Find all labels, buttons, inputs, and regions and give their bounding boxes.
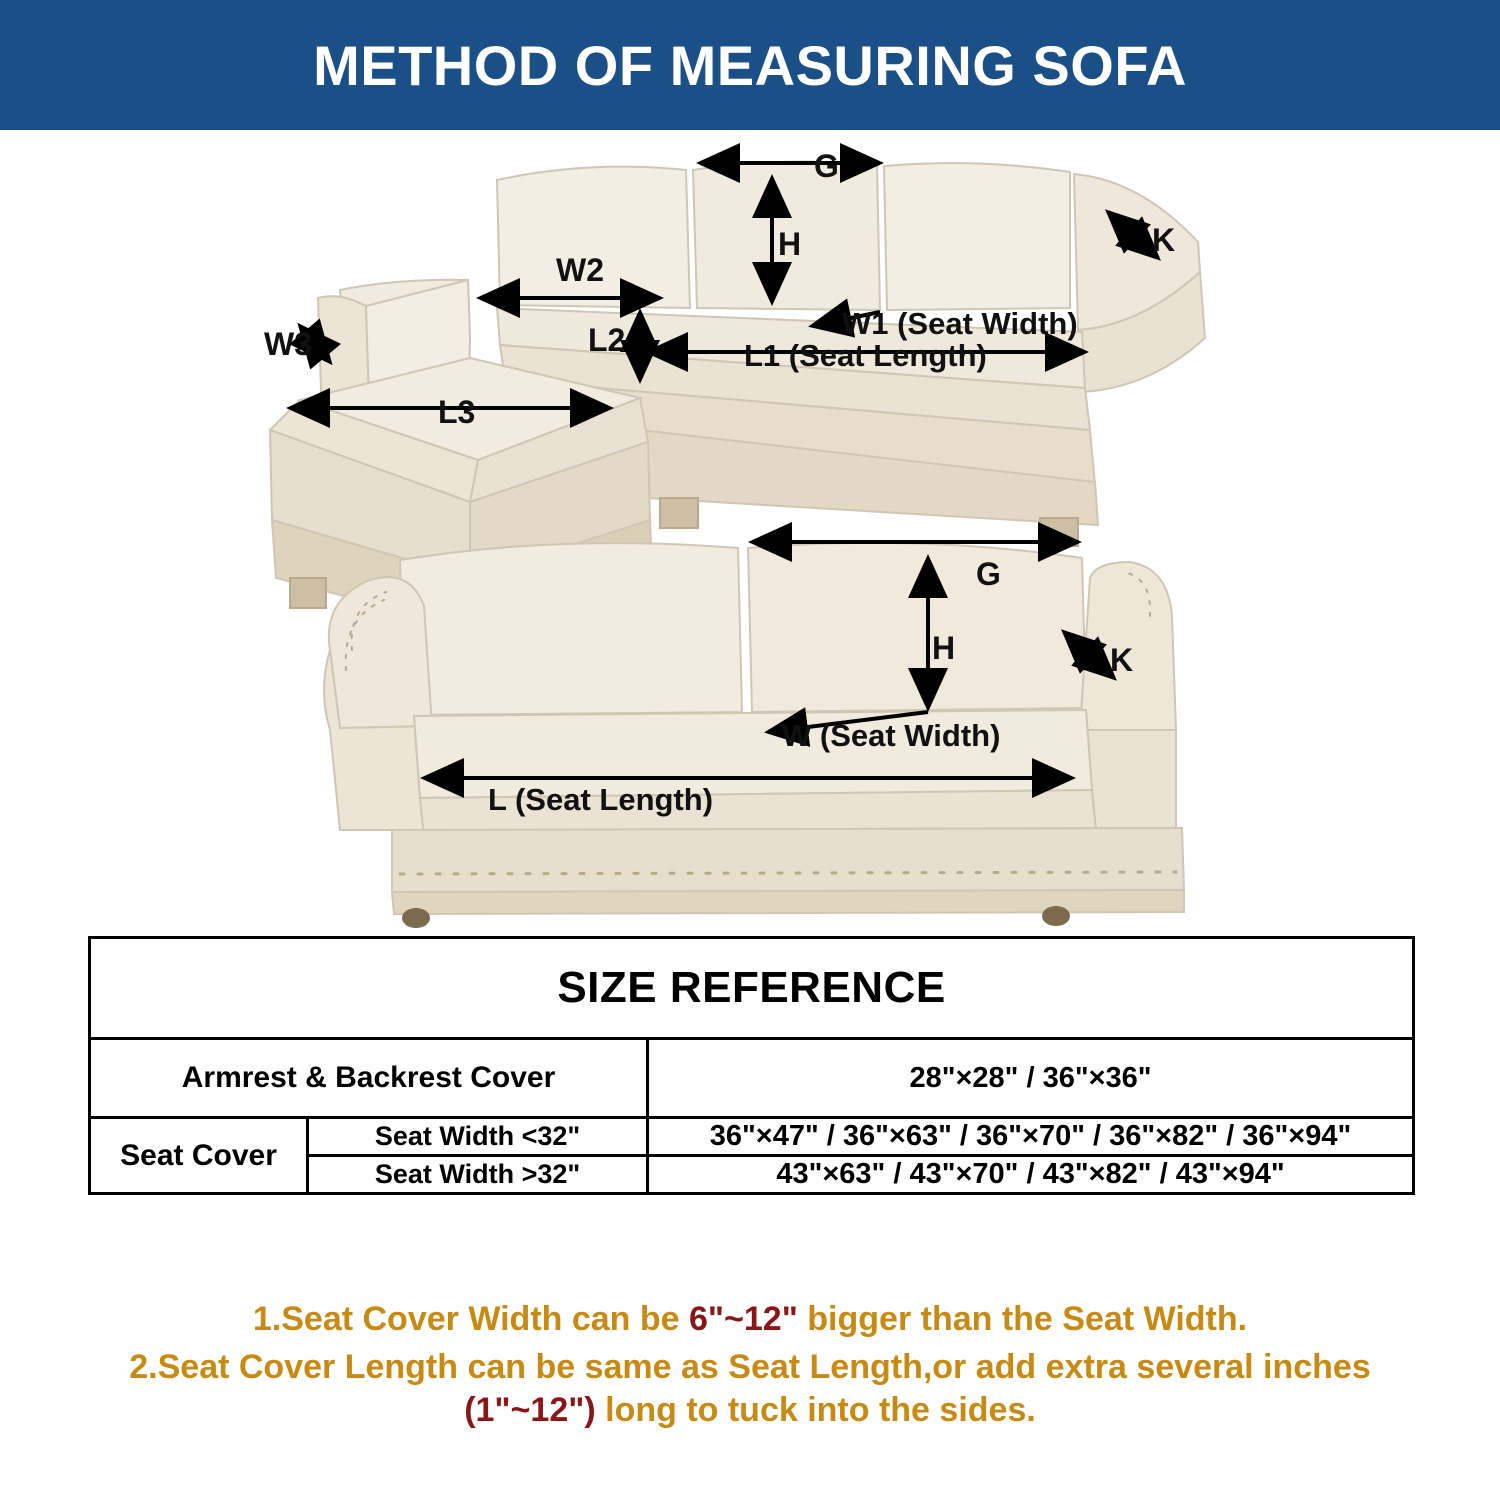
row-value-armrest: 28"×28" / 36"×36" [648, 1039, 1414, 1118]
label-sectional-l1: L1 (Seat Length) [744, 338, 987, 373]
label-sectional-w1: W1 (Seat Width) [842, 306, 1078, 341]
measurement-diagram [0, 130, 1500, 930]
note-1-part-2: bigger than the Seat Width. [797, 1300, 1248, 1338]
notes-section [60, 1298, 1440, 1433]
note-1-part-1: 1.Seat Cover Width can be [252, 1300, 690, 1338]
table-row [90, 938, 1414, 1039]
standard-sofa-drawing [324, 542, 1184, 928]
label-sectional-g: G [814, 148, 839, 184]
row-label-armrest: Armrest & Backrest Cover [90, 1039, 648, 1118]
note-2-part-2: long to tuck into the sides. [595, 1391, 1036, 1430]
label-sectional-k: K [1152, 222, 1176, 258]
page-header [0, 0, 1500, 130]
note-1 [60, 1298, 1440, 1342]
label-standard-g: G [976, 556, 1001, 592]
sofa-illustrations-svg [0, 130, 1500, 930]
row-label-seat-cover: Seat Cover [90, 1118, 308, 1194]
table-row [90, 1118, 1414, 1156]
label-standard-k: K [1110, 642, 1134, 678]
label-standard-l: L (Seat Length) [488, 782, 714, 817]
label-sectional-h: H [778, 226, 802, 262]
note-2-part-1: 2.Seat Cover Length can be same as Seat Length,or add extra several inches [129, 1347, 1371, 1386]
label-standard-h: H [932, 630, 956, 666]
table-title: SIZE REFERENCE [90, 938, 1414, 1039]
note-2-highlight: (1"~12") [464, 1391, 596, 1430]
label-sectional-w2: W2 [556, 252, 604, 288]
label-sectional-l3: L3 [438, 394, 476, 430]
note-1-highlight: 6"~12" [689, 1300, 798, 1338]
row-sublabel-seat-width-over: Seat Width >32" [308, 1156, 648, 1194]
row-value-seat-width-over: 43"×63" / 43"×70" / 43"×82" / 43"×94" [648, 1156, 1414, 1194]
row-sublabel-seat-width-under: Seat Width <32" [308, 1118, 648, 1156]
label-sectional-w3: W3 [264, 326, 312, 362]
row-value-seat-width-under: 36"×47" / 36"×63" / 36"×70" / 36"×82" / 36"×94" [648, 1118, 1414, 1156]
page-title: METHOD OF MEASURING SOFA [313, 33, 1187, 97]
size-reference-table [88, 936, 1415, 1195]
table-row [90, 1039, 1414, 1118]
label-standard-w: W (Seat Width) [782, 718, 1001, 753]
note-2 [60, 1346, 1440, 1433]
label-sectional-l2: L2 [588, 322, 626, 358]
